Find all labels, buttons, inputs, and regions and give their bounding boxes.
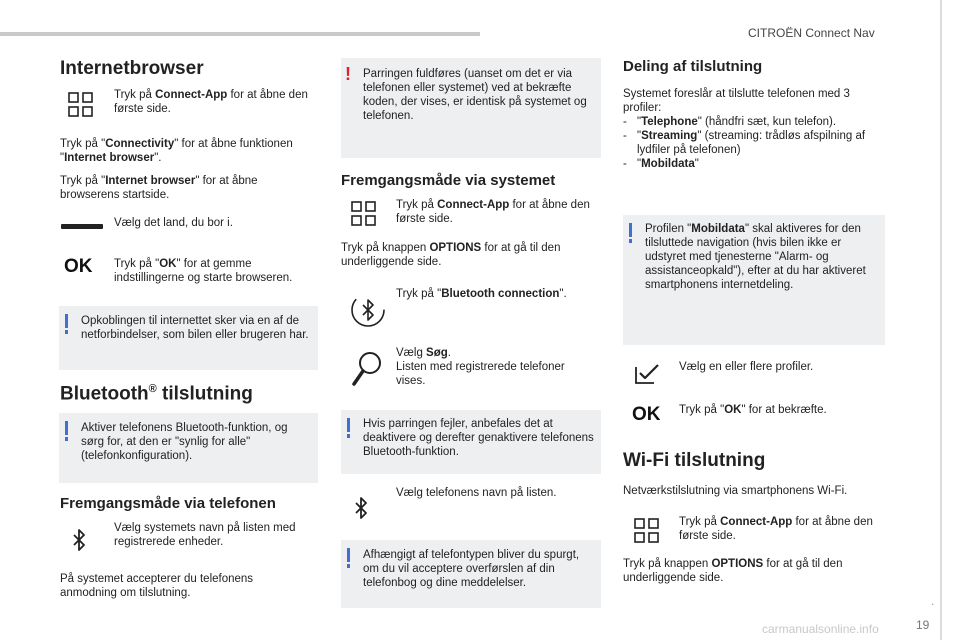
col1-step-country: Vælg det land, du bor i. — [114, 217, 233, 229]
col2-info-box-1 — [341, 410, 601, 474]
col2-warning-box — [341, 58, 601, 158]
col1-info-box — [59, 306, 318, 370]
col1-connectivity-paragraph: Tryk på "Connectivity" for at åbne funktionen "Internet browser". — [60, 138, 293, 164]
ok-icon: OK — [64, 256, 93, 277]
col2-step-select-phone: Vælg telefonens navn på listen. — [396, 487, 557, 499]
ok-icon: OK — [632, 404, 661, 425]
col2-info-box-2 — [341, 540, 601, 608]
bluetooth-icon — [354, 495, 368, 523]
col3-step-profiles: Vælg en eller flere profiler. — [679, 361, 814, 373]
header-rule — [0, 32, 480, 36]
bluetooth-title: Bluetooth® tilslutning — [60, 383, 253, 405]
col1-info-text: Opkoblingen til internettet sker via en af de netforbindelser, som bilen eller brugeren har. — [81, 315, 309, 341]
margin-rule — [940, 0, 942, 640]
col3-info-box — [623, 215, 885, 345]
col2-step-connect-app: Tryk på Connect-App for at åbne den første side. — [396, 199, 590, 225]
info-icon — [347, 548, 350, 562]
profile-item-streaming: - "Streaming" (streaming: trådløs afspilning af lydfiler på telefonen) — [623, 130, 866, 156]
bluetooth-icon — [72, 527, 86, 555]
col2-step-bluetooth-connection: Tryk på "Bluetooth connection". — [396, 288, 567, 300]
connect-app-grid-icon — [634, 518, 660, 544]
col3-step-ok: Tryk på "OK" for at bekræfte. — [679, 404, 827, 416]
profile-item-mobildata: - "Mobildata" — [623, 158, 699, 170]
col2-warning-text: Parringen fuldføres (uanset om det er via telefonen eller systemet) ved at bekræfte koden, der vises, er identisk på systemet og telefonen. — [363, 68, 587, 122]
col3-step-connect-app: Tryk på Connect-App for at åbne den første side. — [679, 516, 873, 542]
col1-bt-info-text: Aktiver telefonens Bluetooth-funktion, og sørg for, at den er "synlig for alle" (telefonkonfiguration). — [81, 422, 288, 462]
col3-profile-list — [623, 115, 885, 171]
connect-app-grid-icon — [68, 92, 94, 118]
checkbox-icon — [634, 363, 660, 385]
col3-info-text: Profilen "Mobildata" skal aktiveres for den tilsluttede navigation (hvis bilen ikke er udstyret med tjenesterne "Alarm- og assistanceopkald"), efter at du har aktiveret smartphonens internetdeling. — [645, 223, 866, 291]
system-procedure-title: Fremgangsmåde via systemet — [341, 172, 556, 189]
warning-icon: ! — [345, 64, 351, 84]
col2-options-paragraph: Tryk på knappen OPTIONS for at gå til den underliggende side. — [341, 242, 561, 268]
wifi-title: Wi-Fi tilslutning — [623, 450, 766, 471]
info-icon — [629, 223, 632, 237]
info-icon — [347, 418, 350, 432]
info-icon — [65, 421, 68, 435]
col3-intro: Systemet foreslår at tilslutte telefonen med 3 profiler: — [623, 88, 850, 114]
col2-info-text-1: Hvis parringen fejler, anbefales det at deaktivere og derefter genaktivere telefonens Bluetooth-funktion. — [363, 418, 594, 458]
country-slider-icon — [60, 223, 104, 231]
page-mark: . — [931, 594, 935, 608]
col3-wifi-paragraph: Netværkstilslutning via smartphonens Wi-Fi. — [623, 485, 848, 497]
profile-item-telephone: - "Telephone" (håndfri sæt, kun telefon). — [623, 116, 837, 128]
search-icon — [351, 350, 383, 388]
running-header: CITROËN Connect Nav — [748, 26, 875, 40]
col1-step-connect-app: Tryk på Connect-App for at åbne den første side. — [114, 89, 308, 115]
col1-step-ok: Tryk på "OK" for at gemme indstillingerne og starte browseren. — [114, 258, 293, 284]
col2-info-text-2: Afhængigt af telefontypen bliver du spurgt, om du vil acceptere overførslen af din telefonbog og dine meddelelser. — [363, 549, 580, 589]
info-icon — [65, 314, 68, 328]
bluetooth-circle-icon — [348, 290, 388, 330]
phone-procedure-title: Fremgangsmåde via telefonen — [60, 495, 276, 512]
col1-phone-step: Vælg systemets navn på listen med registrerede enheder. — [114, 522, 296, 548]
internet-browser-title: Internetbrowser — [60, 58, 204, 79]
connect-app-grid-icon — [351, 201, 377, 227]
col1-internet-browser-paragraph: Tryk på "Internet browser" for at åbne browserens startside. — [60, 175, 258, 201]
watermark: carmanualsonline.info — [762, 622, 879, 636]
col1-bt-info-box — [59, 413, 318, 483]
col2-step-search: Vælg Søg. Listen med registrerede telefoner vises. — [396, 347, 565, 387]
sharing-title: Deling af tilslutning — [623, 58, 763, 75]
page-number: 19 — [916, 618, 930, 632]
col3-options-paragraph: Tryk på knappen OPTIONS for at gå til den underliggende side. — [623, 558, 843, 584]
col1-phone-paragraph: På systemet accepterer du telefonens anmodning om tilslutning. — [60, 573, 254, 599]
